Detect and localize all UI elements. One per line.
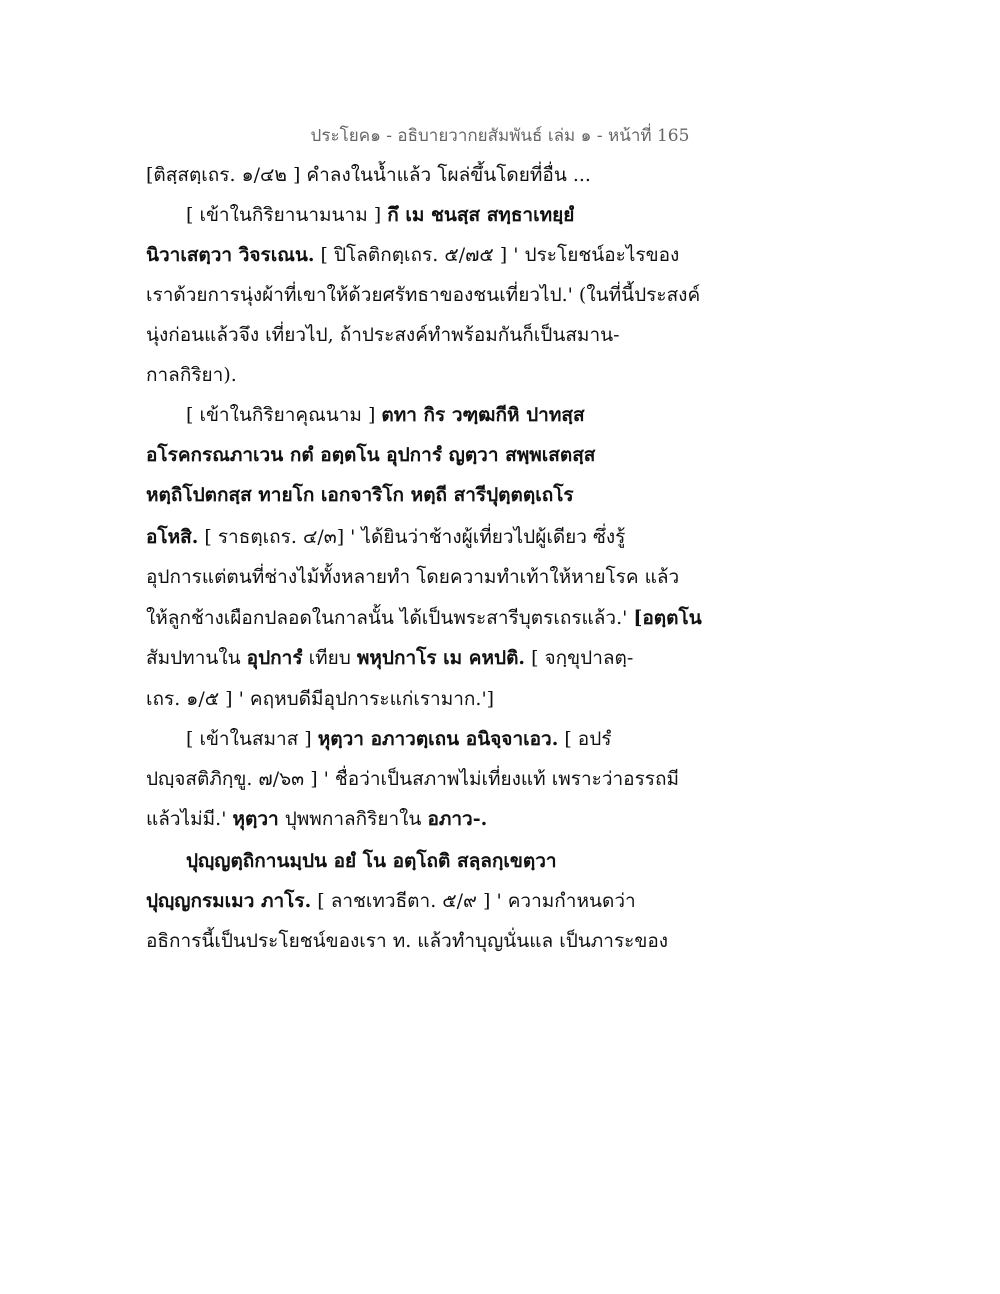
text-line-1: [ติสฺสตฺเถร. ๑/๔๒ ] คำลงในน้ำแล้ว โผล่ขึ้นโดยที่อื่น ... [146, 164, 591, 186]
text-line-8: อโรคกรณภาเวน กตํ อตฺตโน อุปการํ ญตฺวา สพฺพเสตสฺส [146, 444, 596, 466]
text-line-10: อโหสิ. [ ราธตฺเถร. ๔/๓] ' ได้ยินว่าช้างผู้เที่ยวไปผู้เดียว ซึ่งรู้ [146, 526, 626, 548]
text-line-6: กาลกิริยา). [146, 364, 237, 386]
text-line-16: ปญฺจสติภิกฺขู. ๗/๖๓ ] ' ชื่อว่าเป็นสภาพไม่เที่ยงแท้ เพราะว่าอรรถมี [146, 768, 680, 790]
text-line-14: เถร. ๑/๕ ] ' คฤหบดีมีอุปการะแก่เรามาก.'] [146, 688, 495, 710]
text-line-9: หตฺถิโปตกสฺส ทายโก เอกจาริโก หตฺถี สารีปุตฺตตฺเถโร [146, 484, 574, 506]
text-line-4: เราด้วยการนุ่งผ้าที่เขาให้ด้วยศรัทธาของชนเที่ยวไป.' (ในที่นี้ประสงค์ [146, 284, 701, 306]
text-line-18: ปุญฺญตฺถิกานมฺปน อยํ โน อตฺโถติ สลฺลกฺเขตฺวา [186, 850, 557, 872]
text-line-2: [ เข้าในกิริยานามนาม ] กึ เม ชนสฺส สทฺธาเทยฺยํ [186, 204, 575, 226]
page-header: ประโยค๑ - อธิบายวากยสัมพันธ์ เล่ม ๑ - หน้าที่ 165 [310, 126, 690, 146]
text-line-15: [ เข้าในสมาส ] หุตฺวา อภาวตฺเถน อนิจฺจาเอว. [ อปรํ [186, 728, 612, 750]
text-line-3: นิวาเสตฺวา วิจรเณน. [ ปิโลติกตฺเถร. ๕/๗๕ ] ' ประโยชน์อะไรของ [146, 244, 680, 266]
text-line-11: อุปการแต่ตนที่ช่างไม้ทั้งหลายทำ โดยความทำเท้าให้หายโรค แล้ว [146, 566, 680, 588]
text-line-7: [ เข้าในกิริยาคุณนาม ] ตทา กิร วฑฺฒกีหิ ปาทสฺส [186, 404, 585, 426]
text-line-5: นุ่งก่อนแล้วจึง เที่ยวไป, ถ้าประสงค์ทำพร้อมกันก็เป็นสมาน- [146, 324, 620, 346]
text-line-13: สัมปทานใน อุปการํ เทียบ พหุปกาโร เม คหปติ. [ จกฺขุปาลตฺ- [146, 647, 634, 669]
text-line-17: แล้วไม่มี.' หุตฺวา ปุพพกาลกิริยาใน อภาว-. [146, 808, 488, 830]
text-line-12: ให้ลูกช้างเผือกปลอดในกาลนั้น ได้เป็นพระสารีบุตรเถรแล้ว.' [อตฺตโน [146, 607, 702, 629]
text-line-19: ปุญฺญกรมเมว ภาโร. [ ลาชเทวธีตา. ๕/๙ ] ' ความกำหนดว่า [146, 890, 636, 912]
text-line-20: อธิการนี้เป็นประโยชน์ของเรา ท. แล้วทำบุญนั่นแล เป็นภาระของ [146, 930, 669, 952]
